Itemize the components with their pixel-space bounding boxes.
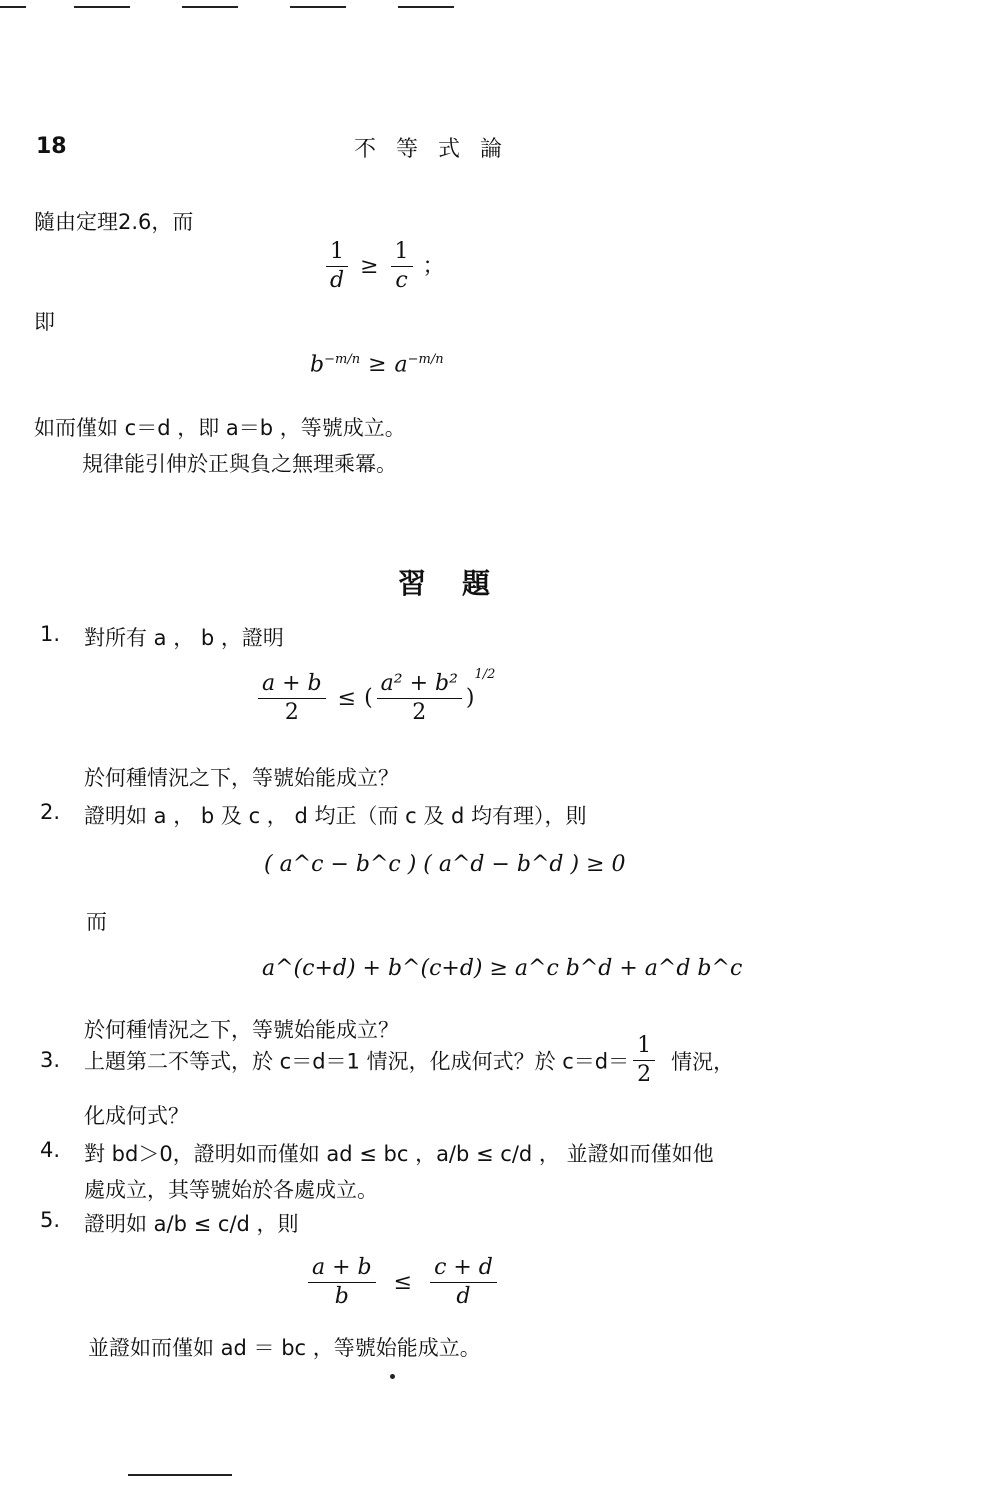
paragraph-2: 即 bbox=[34, 310, 55, 334]
exercise-2-text: 證明如 a ， b 及 c ， d 均正（而 c 及 d 均有理），則 bbox=[84, 804, 587, 828]
exercises-heading: 習題 bbox=[398, 567, 527, 600]
exercise-4-after: 處成立，其等號始於各處成立。 bbox=[84, 1178, 378, 1202]
exercise-2-equation-a: ( a^c − b^c ) ( a^d − b^d ) ≥ 0 bbox=[264, 852, 626, 877]
exercise-5-after: 並證如而僅如 ad ＝ bc ，等號始能成立。 bbox=[88, 1336, 481, 1360]
equation-1: $\frac{1}{d}$ ≥ $\frac{1}{c}$ ； bbox=[322, 240, 445, 293]
exercise-2-mid: 而 bbox=[86, 910, 107, 934]
page-number: 18 bbox=[36, 134, 67, 159]
scan-mark bbox=[0, 6, 26, 8]
scan-mark bbox=[182, 6, 238, 8]
scan-dot bbox=[390, 1374, 395, 1379]
exercise-1-number: 1. bbox=[40, 622, 61, 646]
equation-2: $b^{-m/n} \ge a^{-m/n}$ bbox=[310, 352, 444, 378]
scan-mark bbox=[398, 6, 454, 8]
exercise-2-after: 於何種情況之下，等號始能成立？ bbox=[84, 1018, 399, 1042]
exercise-1-text: 對所有 a ， b ，證明 bbox=[84, 626, 284, 650]
exercise-2-equation-b: a^(c+d) + b^(c+d) ≥ a^c b^d + a^d b^c bbox=[262, 956, 743, 981]
exercise-1-after: 於何種情況之下，等號始能成立？ bbox=[84, 766, 399, 790]
paragraph-3: 如而僅如 c＝d ，即 a＝b ，等號成立。 bbox=[34, 416, 406, 440]
exercise-4-number: 4. bbox=[40, 1138, 61, 1162]
scan-mark bbox=[128, 1474, 232, 1476]
paragraph-4: 規律能引伸於正與負之無理乘冪。 bbox=[82, 452, 397, 476]
scan-mark bbox=[74, 6, 130, 8]
exercise-3-number: 3. bbox=[40, 1048, 61, 1072]
exercise-5-equation: $\frac{a + b}{b}$ ≤ $\frac{c + d}{d}$ bbox=[304, 1256, 501, 1309]
exercise-3-text: 上題第二不等式，於 c＝d＝1 情況，化成何式？於 c＝d＝ $\frac{1}{2}$ 情況， bbox=[84, 1033, 735, 1088]
paragraph-1: 隨由定理2.6，而 bbox=[34, 210, 194, 234]
exercise-5-number: 5. bbox=[40, 1208, 61, 1232]
exercise-3-after: 化成何式？ bbox=[84, 1104, 189, 1128]
exercise-1-equation: $\frac{a + b}{2}$ ≤ ( $\frac{\text{a² + b²}}{2}$ )$^{1/2}$ bbox=[254, 672, 495, 725]
exercise-2-number: 2. bbox=[40, 800, 61, 824]
exercise-5-text: 證明如 a/b ≤ c/d ，則 bbox=[84, 1212, 299, 1236]
exercise-4-text: 對 bd＞0，證明如而僅如 ad ≤ bc ，a/b ≤ c/d ， 並證如而僅如他 bbox=[84, 1142, 714, 1166]
running-title: 不等式論 bbox=[354, 137, 523, 162]
scan-mark bbox=[290, 6, 346, 8]
